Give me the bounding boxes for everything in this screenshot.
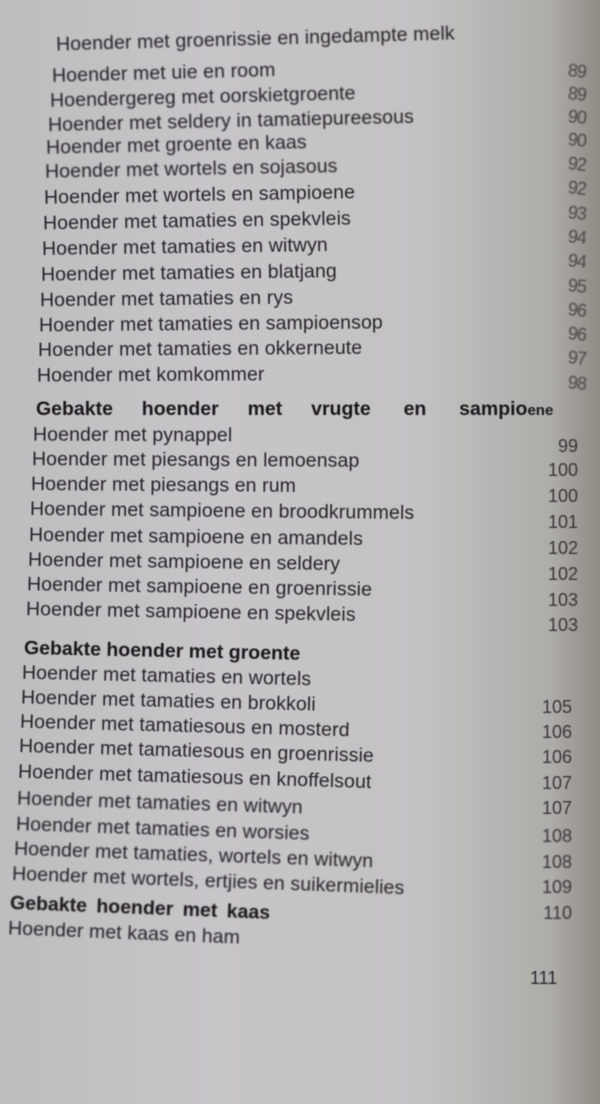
list-item: Hoender met uie en room xyxy=(51,59,276,87)
heading-word: en xyxy=(403,398,427,420)
page-ref: 103 xyxy=(547,615,578,635)
list-item: Hoender met piesangs en rum xyxy=(30,473,297,497)
page-ref: 92 xyxy=(566,153,587,176)
page-ref: 107 xyxy=(541,773,572,793)
page-ref: 100 xyxy=(547,460,578,480)
list-item: Hoender met wortels en sojasous xyxy=(44,155,338,183)
page-ref: 110 xyxy=(543,903,572,923)
list-item: Hoender met tamaties en witwyn xyxy=(41,234,329,260)
page-ref: 89 xyxy=(566,60,587,83)
page-ref: 90 xyxy=(566,129,587,152)
page-ref: 108 xyxy=(541,826,572,846)
page-ref: 108 xyxy=(541,852,572,872)
page-ref: 98 xyxy=(566,372,587,395)
page-ref: 99 xyxy=(557,436,578,456)
heading-word: vrugte xyxy=(311,398,371,420)
list-item: Hoender met groente en kaas xyxy=(45,131,307,159)
page-ref: 107 xyxy=(541,798,572,818)
page-ref: 100 xyxy=(547,486,578,506)
section-heading xyxy=(36,398,553,422)
page-ref: 94 xyxy=(566,250,587,273)
heading-word: hoender xyxy=(141,398,219,420)
list-item: Hoender met sampioene en groenrissie xyxy=(26,573,373,601)
list-item: Hoender met piesangs en lemoensap xyxy=(31,448,360,472)
page-ref: 105 xyxy=(541,697,572,717)
list-item: Hoender met tamaties en okkerneute xyxy=(37,336,363,362)
list-item: Hoender met wortels, ertjies en suikermielies xyxy=(11,862,405,900)
page-ref: 102 xyxy=(547,564,578,584)
page-ref: 89 xyxy=(566,83,587,106)
list-item: Hoender met tamaties en wortels xyxy=(21,661,312,691)
list-item: Hoender met groenrissie en ingedampte melk xyxy=(55,22,455,56)
list-item: Hoender met wortels en sampioene xyxy=(43,181,356,209)
list-item: Hoender met sampioene en spekvleis xyxy=(25,598,356,626)
page-ref: 109 xyxy=(541,877,572,897)
page-number: 111 xyxy=(530,968,558,988)
list-item: Hoender met tamaties en spekvleis xyxy=(42,207,352,235)
list-item: Hoender met tamaties en blatjang xyxy=(40,260,337,286)
page-ref: 95 xyxy=(566,275,587,298)
page-ref: 106 xyxy=(541,747,572,767)
page-ref: 106 xyxy=(541,722,572,742)
list-item: Hoender met sampioene en seldery xyxy=(27,548,341,576)
page-ref: 96 xyxy=(566,323,587,346)
page-ref: 96 xyxy=(566,299,587,322)
list-item: Hoender met tamaties en witwyn xyxy=(16,787,304,819)
list-item: Hoender met sampioene en broodkrummels xyxy=(29,497,415,525)
heading-word: met xyxy=(247,398,283,420)
list-item: Hoender met tamaties, wortels en witwyn xyxy=(13,837,374,873)
page-ref: 92 xyxy=(566,177,587,200)
page-ref: 101 xyxy=(547,512,578,532)
list-item: Hoender met tamaties en sampioensop xyxy=(38,311,383,337)
heading-word: sampio xyxy=(459,398,528,420)
list-item: Hoendergereg met oorskietgroente xyxy=(49,82,356,112)
page-ref: 94 xyxy=(566,226,587,249)
list-item: Hoender met pynappel xyxy=(32,423,233,447)
list-item: Hoender met tamaties en rys xyxy=(39,286,294,312)
page-ref: 93 xyxy=(566,202,587,225)
list-item: Hoender met tamaties en brokkoli xyxy=(20,686,316,716)
list-item: Hoender met tamatiesous en groenrissie xyxy=(18,735,375,767)
list-item: Hoender met kaas en ham xyxy=(7,917,241,949)
list-item: Hoender met seldery in tamatiepureesous xyxy=(47,105,415,137)
list-item: Hoender met tamatiesous en mosterd xyxy=(19,710,350,742)
list-item: Hoender met sampioene en amandels xyxy=(28,523,364,551)
page-ref: 102 xyxy=(547,538,578,558)
list-item: Hoender met tamaties en worsies xyxy=(15,813,310,845)
page-ref: 103 xyxy=(547,590,578,610)
heading-word-suffix: ene xyxy=(527,402,554,419)
list-item: Hoender met komkommer xyxy=(36,363,265,387)
list-item: Hoender met tamatiesous en knoffelsout xyxy=(17,760,372,794)
section-heading: Gebakte hoender met kaas xyxy=(9,892,271,924)
heading-word: Gebakte xyxy=(36,398,113,420)
section-heading: Gebakte hoender met groente xyxy=(23,637,301,665)
page-ref: 90 xyxy=(566,106,587,129)
page-ref: 97 xyxy=(566,347,587,370)
